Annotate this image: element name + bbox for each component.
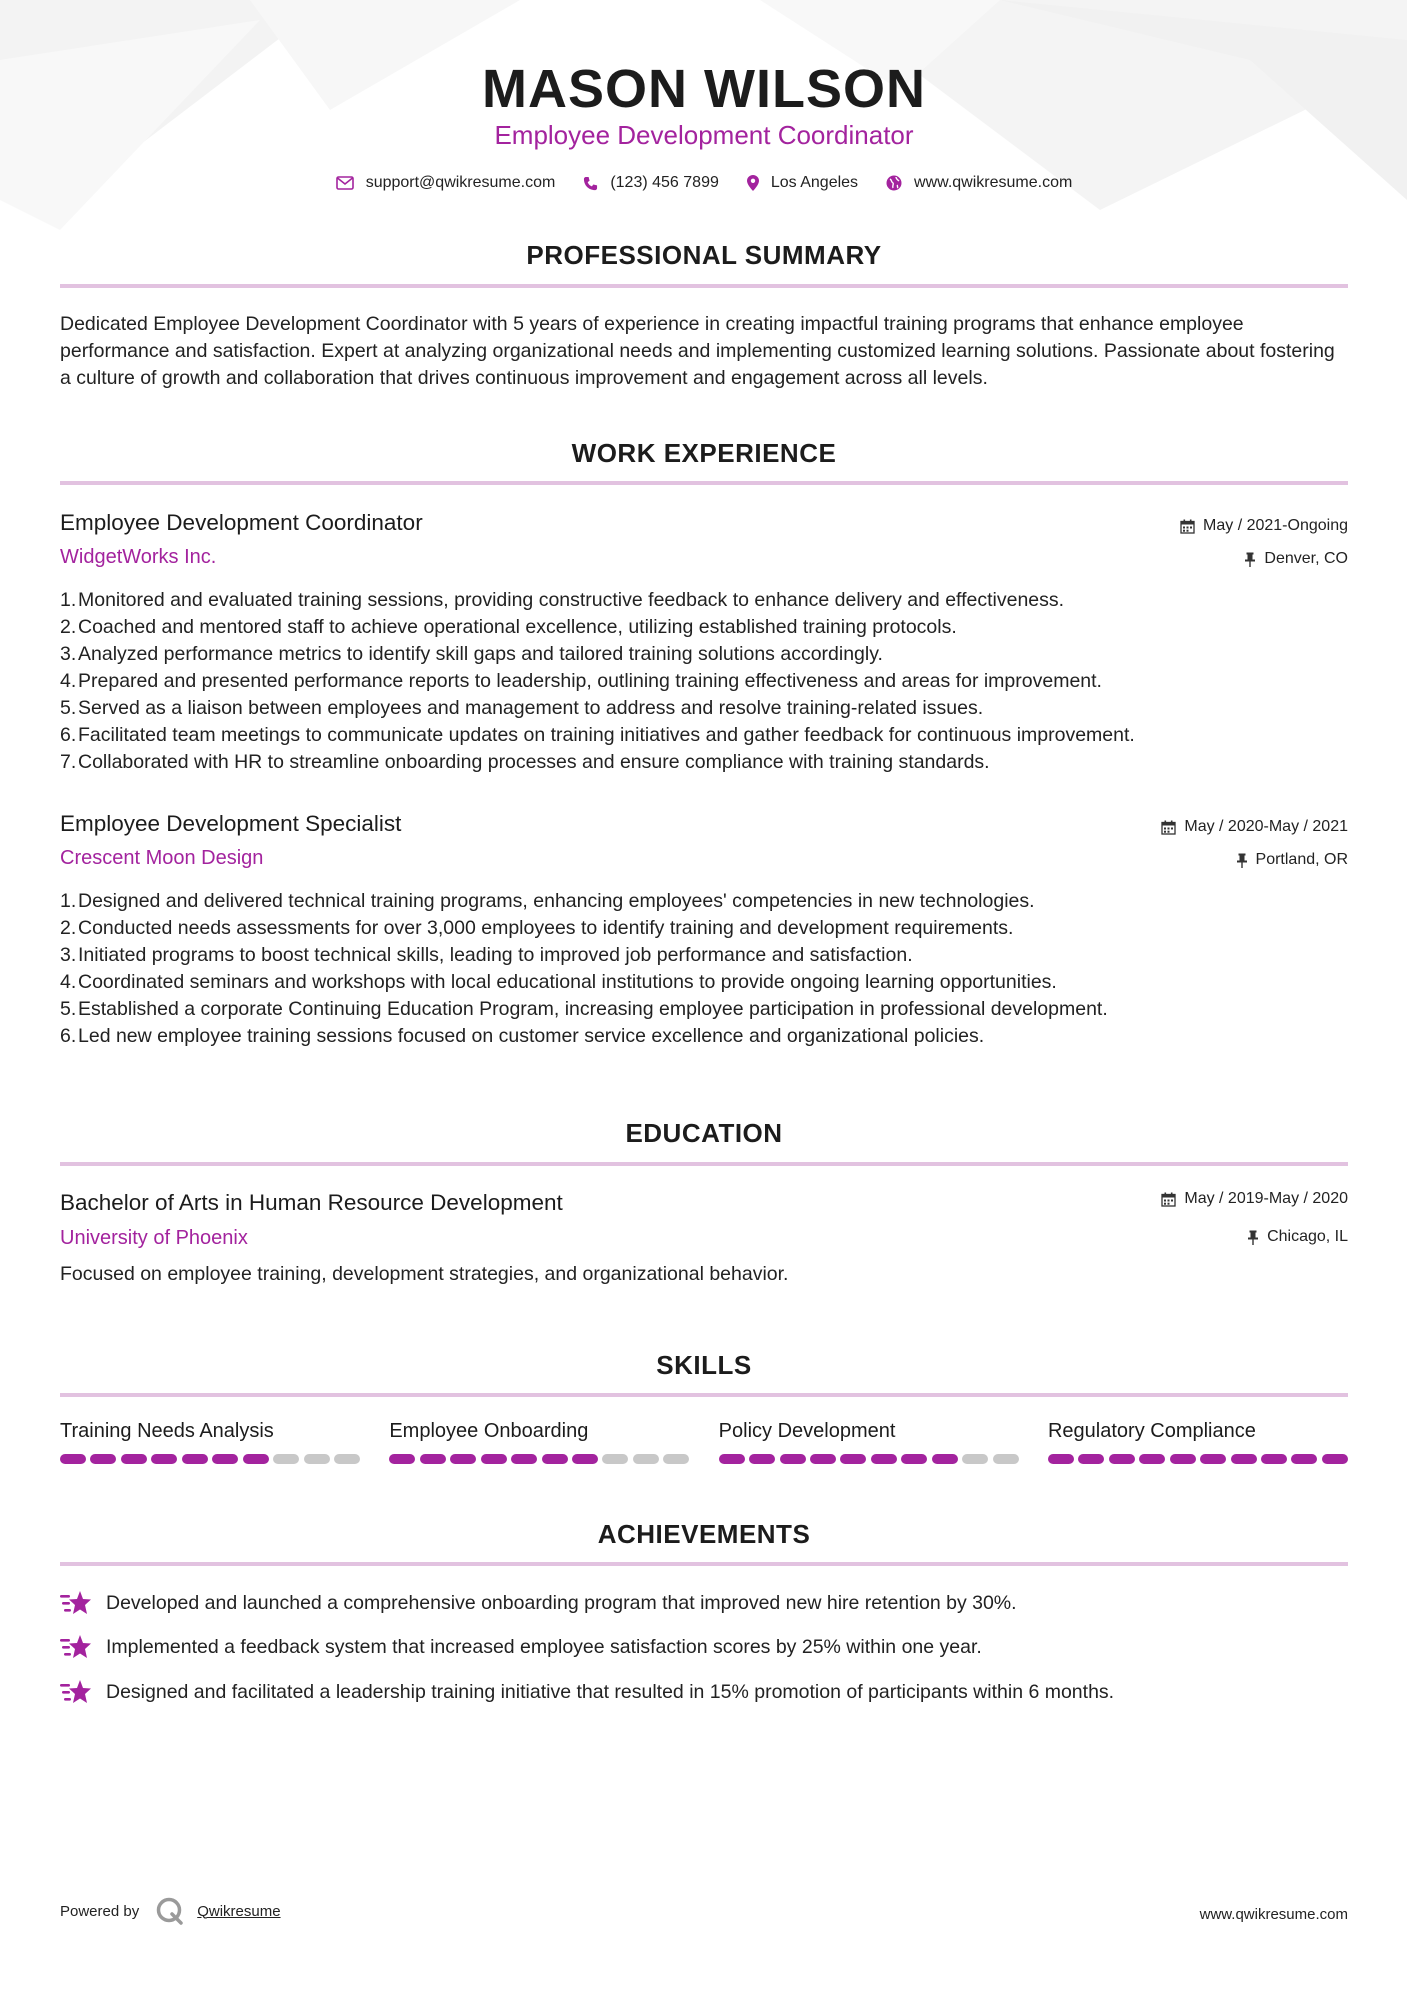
skills-list bbox=[60, 1420, 1348, 1464]
calendar-icon bbox=[1161, 1192, 1176, 1207]
candidate-name: MASON WILSON bbox=[482, 59, 926, 119]
skills-divider bbox=[60, 1393, 1348, 1397]
job-bullet: 5. Established a corporate Continuing Education Program, increasing employee participation in professional development. bbox=[60, 998, 1108, 1020]
achievement-text: Designed and facilitated a leadership training initiative that resulted in 15% promotion of participants within 6 months. bbox=[106, 1680, 1115, 1703]
skill-name: Regulatory Compliance bbox=[1047, 1420, 1256, 1442]
summary-heading: PROFESSIONAL SUMMARY bbox=[526, 240, 882, 270]
contact-phone[interactable] bbox=[583, 174, 719, 192]
contact-phone-text: (123) 456 7899 bbox=[610, 174, 719, 191]
skill-name: Employee Onboarding bbox=[389, 1420, 589, 1442]
achievement-text: Implemented a feedback system that increased employee satisfaction scores by 25% within one year. bbox=[106, 1635, 982, 1658]
skill-segment-filled bbox=[1231, 1454, 1257, 1464]
education-location bbox=[1247, 1228, 1348, 1246]
skill-segment-filled bbox=[542, 1454, 568, 1464]
skill-level-bar bbox=[719, 1454, 1019, 1464]
experience-heading: WORK EXPERIENCE bbox=[571, 438, 837, 468]
skill-segment-filled bbox=[1109, 1454, 1135, 1464]
education-date bbox=[1161, 1190, 1348, 1208]
pushpin-icon bbox=[1247, 1230, 1259, 1245]
skill-segment-filled bbox=[719, 1454, 745, 1464]
skill-segment-filled bbox=[749, 1454, 775, 1464]
skill-segment-filled bbox=[1139, 1454, 1165, 1464]
education-location-text: Chicago, IL bbox=[1267, 1228, 1348, 1245]
achievements-divider bbox=[60, 1562, 1348, 1566]
skill-item bbox=[60, 1420, 360, 1464]
skill-segment-filled bbox=[572, 1454, 598, 1464]
map-pin-icon bbox=[747, 175, 759, 191]
footer-website[interactable]: www.qwikresume.com bbox=[1199, 1906, 1348, 1923]
skill-segment-filled bbox=[389, 1454, 415, 1464]
shooting-star-icon bbox=[60, 1634, 92, 1660]
job-location-text: Denver, CO bbox=[1264, 550, 1348, 567]
contact-location bbox=[747, 174, 858, 192]
skill-segment-filled bbox=[780, 1454, 806, 1464]
job-bullet: 4. Prepared and presented performance reports to leadership, outlining training effectiveness and areas for improvement. bbox=[60, 670, 1102, 692]
contact-website-text: www.qwikresume.com bbox=[914, 174, 1073, 191]
experience-divider bbox=[60, 481, 1348, 485]
skill-segment-filled bbox=[932, 1454, 958, 1464]
skill-segment-filled bbox=[212, 1454, 238, 1464]
skills-heading: SKILLS bbox=[656, 1350, 752, 1380]
job-date bbox=[1180, 517, 1348, 535]
skill-segment-empty bbox=[993, 1454, 1019, 1464]
skill-segment-filled bbox=[1048, 1454, 1074, 1464]
contact-bar bbox=[60, 174, 1348, 192]
skill-segment-filled bbox=[511, 1454, 537, 1464]
job-bullet: 7. Collaborated with HR to streamline onboarding processes and ensure compliance with training standards. bbox=[60, 751, 990, 773]
achievement-item bbox=[60, 1679, 1348, 1705]
skill-item bbox=[719, 1420, 1019, 1464]
skill-segment-empty bbox=[304, 1454, 330, 1464]
summary-divider bbox=[60, 284, 1348, 288]
education-date-text: May / 2019-May / 2020 bbox=[1184, 1190, 1348, 1207]
skill-segment-filled bbox=[90, 1454, 116, 1464]
job-title: Employee Development Specialist bbox=[60, 811, 402, 836]
skill-segment-empty bbox=[663, 1454, 689, 1464]
summary-text: Dedicated Employee Development Coordinator with 5 years of experience in creating impactful training programs that enhance employee performance and satisfaction. Expert at analyzing organizational needs and implementing customized learning solutions. Passionate about fostering a culture of growth and collaboration that drives continuous improvement and engagement across all levels. bbox=[60, 313, 1335, 389]
job-bullet: 5. Served as a liaison between employees and management to address and resolve training-related issues. bbox=[60, 697, 984, 719]
job-bullet: 2. Conducted needs assessments for over 3,000 employees to identify training and development requirements. bbox=[60, 917, 1014, 939]
skill-segment-filled bbox=[1322, 1454, 1348, 1464]
skill-item bbox=[1048, 1420, 1348, 1464]
contact-location-text: Los Angeles bbox=[770, 174, 859, 191]
skill-segment-filled bbox=[243, 1454, 269, 1464]
contact-website[interactable] bbox=[886, 174, 1072, 192]
skill-level-bar bbox=[1048, 1454, 1348, 1464]
skill-segment-filled bbox=[420, 1454, 446, 1464]
calendar-icon bbox=[1161, 820, 1176, 835]
achievement-item bbox=[60, 1590, 1348, 1616]
skill-segment-empty bbox=[633, 1454, 659, 1464]
skill-segment-filled bbox=[121, 1454, 147, 1464]
job-location bbox=[1236, 851, 1348, 869]
shooting-star-icon bbox=[60, 1679, 92, 1705]
job-date-text: May / 2020-May / 2021 bbox=[1184, 818, 1348, 835]
job-company: WidgetWorks Inc. bbox=[60, 546, 217, 568]
skill-name: Training Needs Analysis bbox=[60, 1420, 274, 1442]
skill-segment-empty bbox=[962, 1454, 988, 1464]
skill-segment-filled bbox=[1261, 1454, 1287, 1464]
skill-level-bar bbox=[60, 1454, 360, 1464]
skill-segment-filled bbox=[810, 1454, 836, 1464]
phone-icon bbox=[583, 176, 598, 191]
achievement-text: Developed and launched a comprehensive onboarding program that improved new hire retention by 30%. bbox=[106, 1591, 1017, 1614]
skill-segment-filled bbox=[450, 1454, 476, 1464]
job-bullet: 2. Coached and mentored staff to achieve operational excellence, utilizing established training protocols. bbox=[60, 616, 957, 638]
job-location-text: Portland, OR bbox=[1255, 851, 1348, 868]
skill-name: Policy Development bbox=[718, 1420, 896, 1442]
job-title: Employee Development Coordinator bbox=[60, 510, 423, 535]
skill-segment-filled bbox=[840, 1454, 866, 1464]
job-location bbox=[1244, 550, 1348, 568]
job-bullets bbox=[60, 587, 1348, 776]
education-heading: EDUCATION bbox=[625, 1118, 783, 1148]
skill-segment-empty bbox=[602, 1454, 628, 1464]
skill-segment-filled bbox=[1170, 1454, 1196, 1464]
education-description: Focused on employee training, development strategies, and organizational behavior. bbox=[60, 1263, 789, 1285]
school-name: University of Phoenix bbox=[60, 1227, 248, 1249]
job-bullets bbox=[60, 888, 1348, 1050]
job-company: Crescent Moon Design bbox=[60, 847, 264, 869]
job-bullet: 1. Designed and delivered technical training programs, enhancing employees' competencies in new technologies. bbox=[60, 890, 1035, 912]
skill-segment-filled bbox=[1291, 1454, 1317, 1464]
job-date-text: May / 2021-Ongoing bbox=[1203, 517, 1348, 534]
qwikresume-link[interactable]: Qwikresume bbox=[197, 1902, 281, 1920]
achievements-heading: ACHIEVEMENTS bbox=[597, 1519, 811, 1549]
candidate-title: Employee Development Coordinator bbox=[494, 120, 914, 150]
pushpin-icon bbox=[1244, 552, 1256, 567]
skill-segment-filled bbox=[1078, 1454, 1104, 1464]
skill-segment-filled bbox=[871, 1454, 897, 1464]
contact-email-text: support@qwikresume.com bbox=[365, 174, 556, 191]
envelope-icon bbox=[336, 176, 354, 190]
job-bullet: 4. Coordinated seminars and workshops with local educational institutions to provide ongoing learning opportunities. bbox=[60, 971, 1057, 993]
job-bullet: 3. Analyzed performance metrics to identify skill gaps and tailored training solutions accordingly. bbox=[60, 643, 883, 665]
skill-segment-filled bbox=[182, 1454, 208, 1464]
job-bullet: 6. Led new employee training sessions focused on customer service excellence and organizational policies. bbox=[60, 1025, 985, 1047]
powered-by-label: Powered by bbox=[60, 1902, 140, 1920]
skill-segment-filled bbox=[481, 1454, 507, 1464]
skill-segment-filled bbox=[151, 1454, 177, 1464]
degree-title: Bachelor of Arts in Human Resource Development bbox=[60, 1190, 563, 1215]
pushpin-icon bbox=[1236, 853, 1248, 868]
job-bullet: 6. Facilitated team meetings to communicate updates on training initiatives and gather feedback for continuous improvement. bbox=[60, 724, 1135, 746]
job-date bbox=[1161, 818, 1348, 836]
education-divider bbox=[60, 1162, 1348, 1166]
footer-powered-by bbox=[60, 1896, 281, 1926]
skill-level-bar bbox=[389, 1454, 689, 1464]
skill-segment-filled bbox=[60, 1454, 86, 1464]
contact-email[interactable] bbox=[336, 174, 556, 192]
job-bullet: 1. Monitored and evaluated training sessions, providing constructive feedback to enhance delivery and effectiveness. bbox=[60, 589, 1065, 611]
calendar-icon bbox=[1180, 519, 1195, 534]
achievement-item bbox=[60, 1634, 1348, 1660]
skill-segment-empty bbox=[334, 1454, 360, 1464]
skill-item bbox=[389, 1420, 689, 1464]
skill-segment-filled bbox=[1200, 1454, 1226, 1464]
job-bullet: 3. Initiated programs to boost technical skills, leading to improved job performance and satisfaction. bbox=[60, 944, 913, 966]
shooting-star-icon bbox=[60, 1590, 92, 1616]
globe-icon bbox=[886, 175, 902, 191]
qwikresume-logo-icon bbox=[155, 1896, 185, 1926]
skill-segment-empty bbox=[273, 1454, 299, 1464]
skill-segment-filled bbox=[901, 1454, 927, 1464]
